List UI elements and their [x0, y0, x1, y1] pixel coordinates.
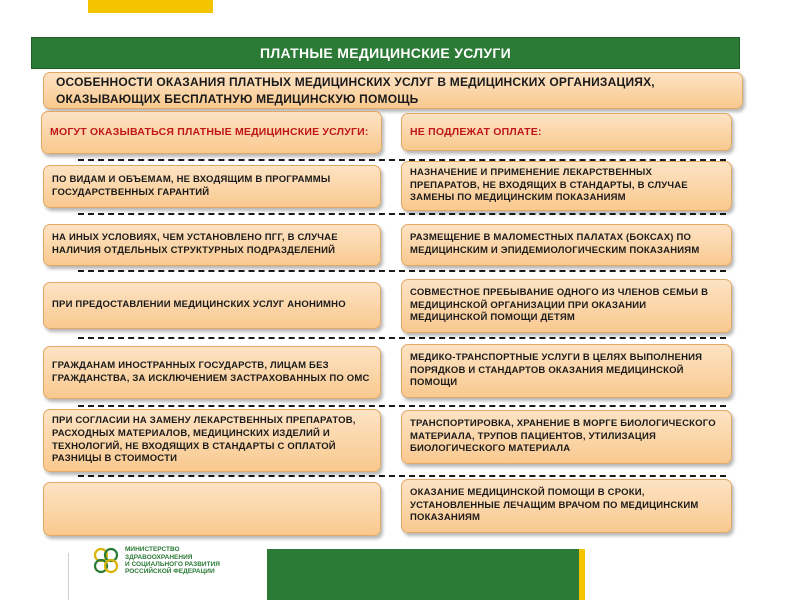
left-item-text: ПРИ СОГЛАСИИ НА ЗАМЕНУ ЛЕКАРСТВЕННЫХ ПРЕПАРАТОВ, РАСХОДНЫХ МАТЕРИАЛОВ, МЕДИЦИНСКИХ ИЗДЕЛИЙ И ТЕХНОЛОГИЙ, НЕ ВХОДЯЩИХ В СТАНДАРТЫ С ОПЛАТОЙ РАЗНИЦЫ В СТОИМОСТИ	[52, 414, 356, 465]
left-item	[43, 409, 381, 472]
right-item	[401, 344, 732, 398]
footer-yellow-strip	[579, 549, 585, 600]
ministry-emblem-icon	[92, 546, 120, 576]
right-item-text: НАЗНАЧЕНИЕ И ПРИМЕНЕНИЕ ЛЕКАРСТВЕННЫХ ПРЕПАРАТОВ, НЕ ВХОДЯЩИХ В СТАНДАРТЫ, В СЛУЧАЕ ЗАМЕНЫ ПО МЕДИЦИНСКИМ ПОКАЗАНИЯМ	[410, 166, 688, 204]
ministry-name-line: И СОЦИАЛЬНОГО РАЗВИТИЯ	[125, 561, 220, 568]
footer-divider	[68, 553, 69, 600]
right-item	[401, 161, 732, 211]
left-item	[43, 165, 381, 208]
footer-green-block	[267, 549, 579, 600]
ministry-logo	[92, 546, 220, 576]
dashed-separator	[78, 270, 726, 272]
left-item	[43, 224, 381, 266]
left-header-text: МОГУТ ОКАЗЫВАТЬСЯ ПЛАТНЫЕ МЕДИЦИНСКИЕ УСЛУГИ:	[50, 126, 369, 139]
right-item-text: СОВМЕСТНОЕ ПРЕБЫВАНИЕ ОДНОГО ИЗ ЧЛЕНОВ СЕМЬИ В МЕДИЦИНСКОЙ ОРГАНИЗАЦИИ ПРИ ОКАЗАНИИ МЕДИЦИНСКОЙ ПОМОЩИ ДЕТЯМ	[410, 286, 709, 324]
top-accent-bar	[88, 0, 213, 13]
right-item	[401, 410, 732, 464]
right-item-text: ОКАЗАНИЕ МЕДИЦИНСКОЙ ПОМОЩИ В СРОКИ, УСТАНОВЛЕННЫЕ ЛЕЧАЩИМ ВРАЧОМ ПО МЕДИЦИНСКИМ ПОКАЗАНИЯМ	[410, 486, 699, 524]
subtitle-box	[43, 72, 743, 109]
right-item-text: РАЗМЕЩЕНИЕ В МАЛОМЕСТНЫХ ПАЛАТАХ (БОКСАХ) ПО МЕДИЦИНСКИМ И ЭПИДЕМИОЛОГИЧЕСКИМ ПОКАЗАНИЯМ	[410, 232, 700, 256]
left-item-empty	[43, 482, 381, 536]
right-item-text: МЕДИКО-ТРАНСПОРТНЫЕ УСЛУГИ В ЦЕЛЯХ ВЫПОЛНЕНИЯ ПОРЯДКОВ И СТАНДАРТОВ ОКАЗАНИЯ МЕДИЦИНСКОЙ ПОМОЩИ	[410, 351, 703, 389]
right-item	[401, 224, 732, 266]
right-column-header	[401, 113, 732, 151]
right-header-text: НЕ ПОДЛЕЖАТ ОПЛАТЕ:	[410, 125, 542, 138]
dashed-separator	[78, 337, 726, 339]
subtitle-text: ОСОБЕННОСТИ ОКАЗАНИЯ ПЛАТНЫХ МЕДИЦИНСКИХ УСЛУГ В МЕДИЦИНСКИХ ОРГАНИЗАЦИЯХ, ОКАЗЫВАЮЩИХ БЕСПЛАТНУЮ МЕДИЦИНСКУЮ ПОМОЩЬ	[56, 75, 655, 106]
left-item-text: ПРИ ПРЕДОСТАВЛЕНИИ МЕДИЦИНСКИХ УСЛУГ АНОНИМНО	[52, 299, 346, 311]
ministry-name-line: ЗДРАВООХРАНЕНИЯ	[125, 553, 193, 561]
dashed-separator	[78, 213, 726, 215]
right-item-text: ТРАНСПОРТИРОВКА, ХРАНЕНИЕ В МОРГЕ БИОЛОГИЧЕСКОГО МАТЕРИАЛА, ТРУПОВ ПАЦИЕНТОВ, УТИЛИЗАЦИЯ БИОЛОГИЧЕСКОГО МАТЕРИАЛА	[410, 417, 716, 455]
ministry-name	[125, 546, 220, 576]
left-item	[43, 282, 381, 329]
dashed-separator	[78, 405, 726, 407]
left-item-text: НА ИНЫХ УСЛОВИЯХ, ЧЕМ УСТАНОВЛЕНО ПГГ, В СЛУЧАЕ НАЛИЧИЯ ОТДЕЛЬНЫХ СТРУКТУРНЫХ ПОДРАЗДЕЛЕНИЙ	[52, 232, 338, 256]
ministry-name-line: МИНИСТЕРСТВО	[125, 546, 180, 554]
page-title: ПЛАТНЫЕ МЕДИЦИНСКИЕ УСЛУГИ	[259, 45, 512, 61]
ministry-name-line: РОССИЙСКОЙ ФЕДЕРАЦИИ	[125, 568, 215, 576]
dashed-separator	[78, 475, 726, 477]
left-column-header	[41, 111, 382, 154]
title-bar	[31, 37, 740, 69]
right-item	[401, 279, 732, 333]
right-item	[401, 479, 732, 533]
left-item	[43, 346, 381, 399]
left-item-text: ГРАЖДАНАМ ИНОСТРАННЫХ ГОСУДАРСТВ, ЛИЦАМ БЕЗ ГРАЖДАНСТВА, ЗА ИСКЛЮЧЕНИЕМ ЗАСТРАХОВАННЫХ ПО ОМС	[52, 359, 370, 384]
left-item-text: ПО ВИДАМ И ОБЪЕМАМ, НЕ ВХОДЯЩИМ В ПРОГРАММЫ ГОСУДАРСТВЕННЫХ ГАРАНТИЙ	[52, 173, 331, 198]
